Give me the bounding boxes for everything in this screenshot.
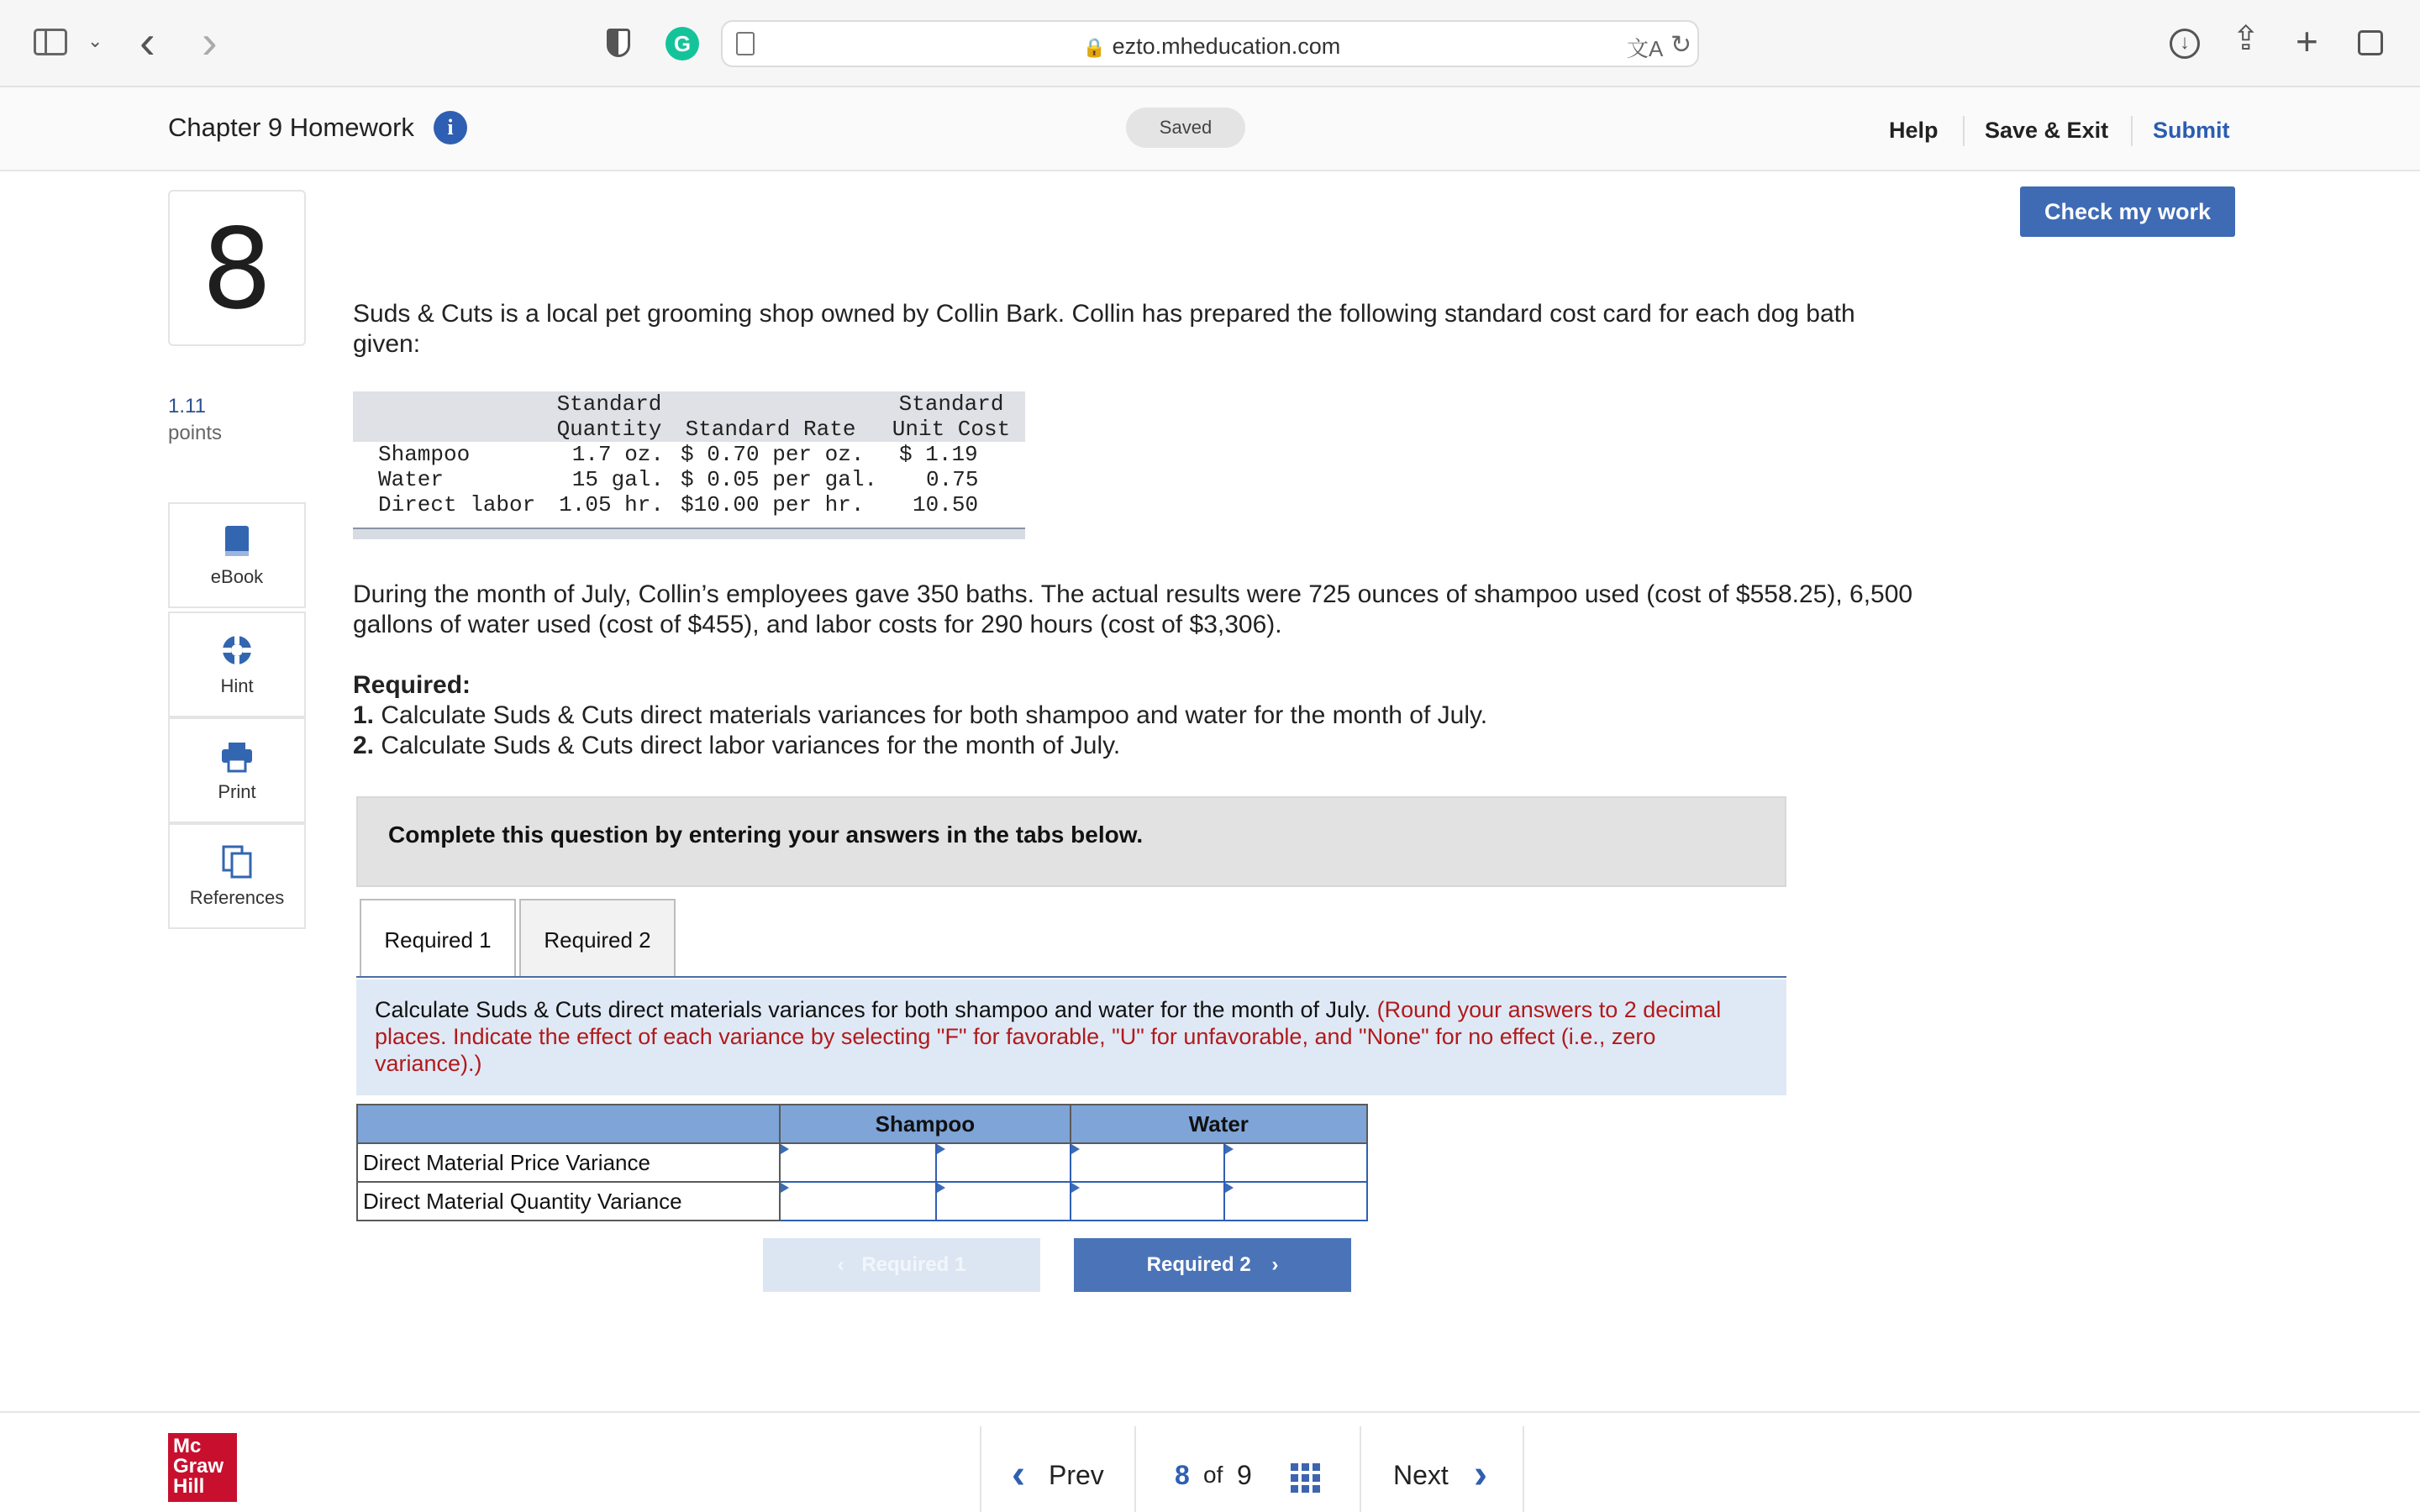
- question-number: 8: [168, 190, 306, 346]
- back-icon[interactable]: ‹: [139, 15, 155, 68]
- help-link[interactable]: Help: [1889, 118, 1939, 143]
- print-label: Print: [218, 781, 256, 802]
- required-section: [353, 670, 1933, 761]
- tab-underline: [356, 976, 1786, 978]
- required-item: [353, 731, 1933, 761]
- actual-results-text: During the month of July, Collin’s employees gave 350 baths. The actual results were 725 ounces of shampoo used (cost of $558.25), 6,500 gallons of water used (cost of $455), and labor costs for 290 hours (cost of $3,306).: [353, 580, 1913, 638]
- table-row: [353, 467, 1025, 492]
- translate-icon[interactable]: 文A: [1627, 36, 1664, 61]
- item-cell: Shampoo: [378, 442, 471, 467]
- page-indicator[interactable]: [1134, 1426, 1360, 1512]
- points-value: 1.11: [168, 395, 206, 417]
- water-quantity-effect-select[interactable]: [1224, 1182, 1367, 1221]
- tab-required-1[interactable]: Required 1: [360, 899, 516, 978]
- rate-cell: $ 0.05 per gal.: [681, 467, 878, 492]
- hint-label: Hint: [220, 675, 254, 696]
- next-required-button[interactable]: [1074, 1238, 1351, 1292]
- required-item-text: Calculate Suds & Cuts direct materials variances for both shampoo and water for the month of July.: [381, 701, 1488, 729]
- page-title: Chapter 9 Homework: [168, 113, 414, 142]
- table-header-row: [353, 391, 1025, 442]
- address-bar[interactable]: [721, 20, 1699, 67]
- header-line: Standard: [898, 391, 1004, 417]
- blank-header: [357, 1105, 780, 1143]
- share-icon[interactable]: ⇪: [2232, 20, 2260, 57]
- reload-icon[interactable]: ↻: [1670, 31, 1692, 59]
- tabs-overview-icon[interactable]: [2358, 30, 2383, 55]
- required-heading: Required:: [353, 671, 471, 699]
- instruction-text: Complete this question by entering your answers in the tabs below.: [388, 822, 1144, 848]
- header-line: Standard: [556, 391, 662, 417]
- chevron-left-icon: ‹: [1012, 1452, 1025, 1497]
- table-header-cell: [353, 391, 555, 442]
- rounding-note: (Round your answers to 2 decimal places. Indicate the effect of each variance by selecting "F" for favorable, "U" for unfavorable, and "None" for no effect (i.e., zero variance).): [375, 997, 1722, 1076]
- rate-cell: $ 0.70 per oz.: [681, 442, 865, 467]
- check-my-work-button[interactable]: Check my work: [2020, 186, 2235, 237]
- current-question: 8: [1175, 1460, 1190, 1490]
- logo-line: Mc: [173, 1435, 202, 1457]
- forward-icon[interactable]: ›: [202, 15, 218, 68]
- qty-cell: 1.05 hr.: [559, 492, 664, 517]
- next-label: Next: [1393, 1460, 1449, 1490]
- variance-table: [356, 1104, 1368, 1221]
- app-header: [0, 87, 2420, 171]
- saved-status-badge: Saved: [1126, 108, 1245, 148]
- calculation-prompt: [356, 979, 1786, 1095]
- table-footer-bar: [353, 528, 1025, 539]
- table-header-row: [357, 1105, 1367, 1143]
- required-item-number: 2.: [353, 732, 375, 759]
- cost-cell: $ 1.19: [899, 442, 978, 467]
- question-intro: Suds & Cuts is a local pet grooming shop owned by Collin Bark. Collin has prepared the following standard cost card for each dog bath given:: [353, 300, 1855, 358]
- cost-cell: 0.75: [926, 467, 979, 492]
- references-button[interactable]: [168, 823, 306, 929]
- print-button[interactable]: [168, 717, 306, 823]
- table-row: [357, 1182, 1367, 1221]
- table-row: [353, 442, 1025, 467]
- chevron-down-icon[interactable]: ⌄: [87, 30, 103, 51]
- prev-required-label: Required 1: [861, 1253, 966, 1276]
- grid-icon[interactable]: [1291, 1463, 1321, 1494]
- total-questions: 9: [1237, 1460, 1252, 1490]
- hint-button[interactable]: [168, 612, 306, 717]
- download-icon[interactable]: ↓: [2170, 29, 2200, 59]
- standard-cost-table: [353, 391, 1025, 517]
- qty-cell: 1.7 oz.: [571, 442, 664, 467]
- water-header: Water: [1071, 1105, 1367, 1143]
- water-quantity-amount-input[interactable]: [1071, 1182, 1225, 1221]
- shampoo-price-effect-select[interactable]: [936, 1143, 1071, 1182]
- points-label: points: [168, 422, 223, 444]
- water-price-effect-select[interactable]: [1224, 1143, 1367, 1182]
- copy-documents-icon: [220, 845, 254, 879]
- table-header-cell: Standard Rate: [664, 391, 877, 442]
- sidebar-icon[interactable]: [34, 29, 67, 55]
- cost-cell: 10.50: [913, 492, 979, 517]
- divider: [1963, 116, 1965, 146]
- next-required-label: Required 2: [1146, 1253, 1251, 1276]
- browser-toolbar: [0, 0, 2420, 87]
- footer-nav: [0, 1411, 2420, 1512]
- table-header-cell: [877, 391, 1025, 442]
- table-header-cell: [555, 391, 664, 442]
- row-label: Direct Material Quantity Variance: [357, 1182, 780, 1221]
- chevron-right-icon: ›: [1271, 1253, 1279, 1276]
- shield-icon[interactable]: [607, 29, 630, 57]
- required-item-number: 1.: [353, 701, 375, 729]
- header-line: Unit Cost: [892, 417, 1011, 442]
- row-label: Direct Material Price Variance: [357, 1143, 780, 1182]
- of-label: of: [1203, 1462, 1223, 1488]
- new-tab-icon[interactable]: +: [2296, 19, 2318, 63]
- header-line: Quantity: [556, 417, 662, 442]
- prev-required-button[interactable]: [763, 1238, 1040, 1292]
- prev-label: Prev: [1049, 1460, 1104, 1490]
- logo-line: Hill: [173, 1475, 205, 1498]
- lock-icon: 🔒: [1082, 37, 1107, 58]
- ebook-label: eBook: [210, 566, 264, 587]
- lifebuoy-icon: [220, 633, 254, 667]
- grammarly-icon[interactable]: G: [666, 27, 699, 60]
- chevron-right-icon: ›: [1474, 1452, 1487, 1497]
- table-row: [357, 1143, 1367, 1182]
- prompt-text: Calculate Suds & Cuts direct materials variances for both shampoo and water for the month of July.: [375, 997, 1371, 1022]
- shampoo-header: Shampoo: [780, 1105, 1070, 1143]
- water-price-amount-input[interactable]: [1071, 1143, 1225, 1182]
- rate-cell: $10.00 per hr.: [681, 492, 865, 517]
- tab-required-2[interactable]: Required 2: [519, 899, 676, 978]
- save-exit-link[interactable]: Save & Exit: [1985, 118, 2109, 143]
- book-icon: [220, 524, 254, 558]
- mcgraw-hill-logo: [168, 1433, 237, 1502]
- url-text[interactable]: 🔒 ezto.mheducation.com: [1082, 34, 1341, 59]
- submit-link[interactable]: Submit: [2153, 118, 2230, 143]
- ebook-button[interactable]: [168, 502, 306, 608]
- instruction-banner: [356, 796, 1786, 887]
- prev-button[interactable]: [980, 1426, 1134, 1512]
- shampoo-quantity-amount-input[interactable]: [780, 1182, 936, 1221]
- divider: [2131, 116, 2133, 146]
- printer-icon: [220, 739, 254, 773]
- table-row: [353, 492, 1025, 517]
- references-label: References: [189, 887, 285, 908]
- logo-line: Graw: [173, 1455, 224, 1478]
- required-item-text: Calculate Suds & Cuts direct labor variances for the month of July.: [381, 732, 1121, 759]
- required-item: [353, 701, 1933, 731]
- item-cell: Water: [378, 467, 445, 492]
- next-button[interactable]: [1360, 1426, 1524, 1512]
- shampoo-quantity-effect-select[interactable]: [936, 1182, 1071, 1221]
- info-icon[interactable]: i: [434, 111, 467, 144]
- qty-cell: 15 gal.: [571, 467, 664, 492]
- shampoo-price-amount-input[interactable]: [780, 1143, 936, 1182]
- chevron-left-icon: ‹: [837, 1253, 844, 1276]
- item-cell: Direct labor: [378, 492, 536, 517]
